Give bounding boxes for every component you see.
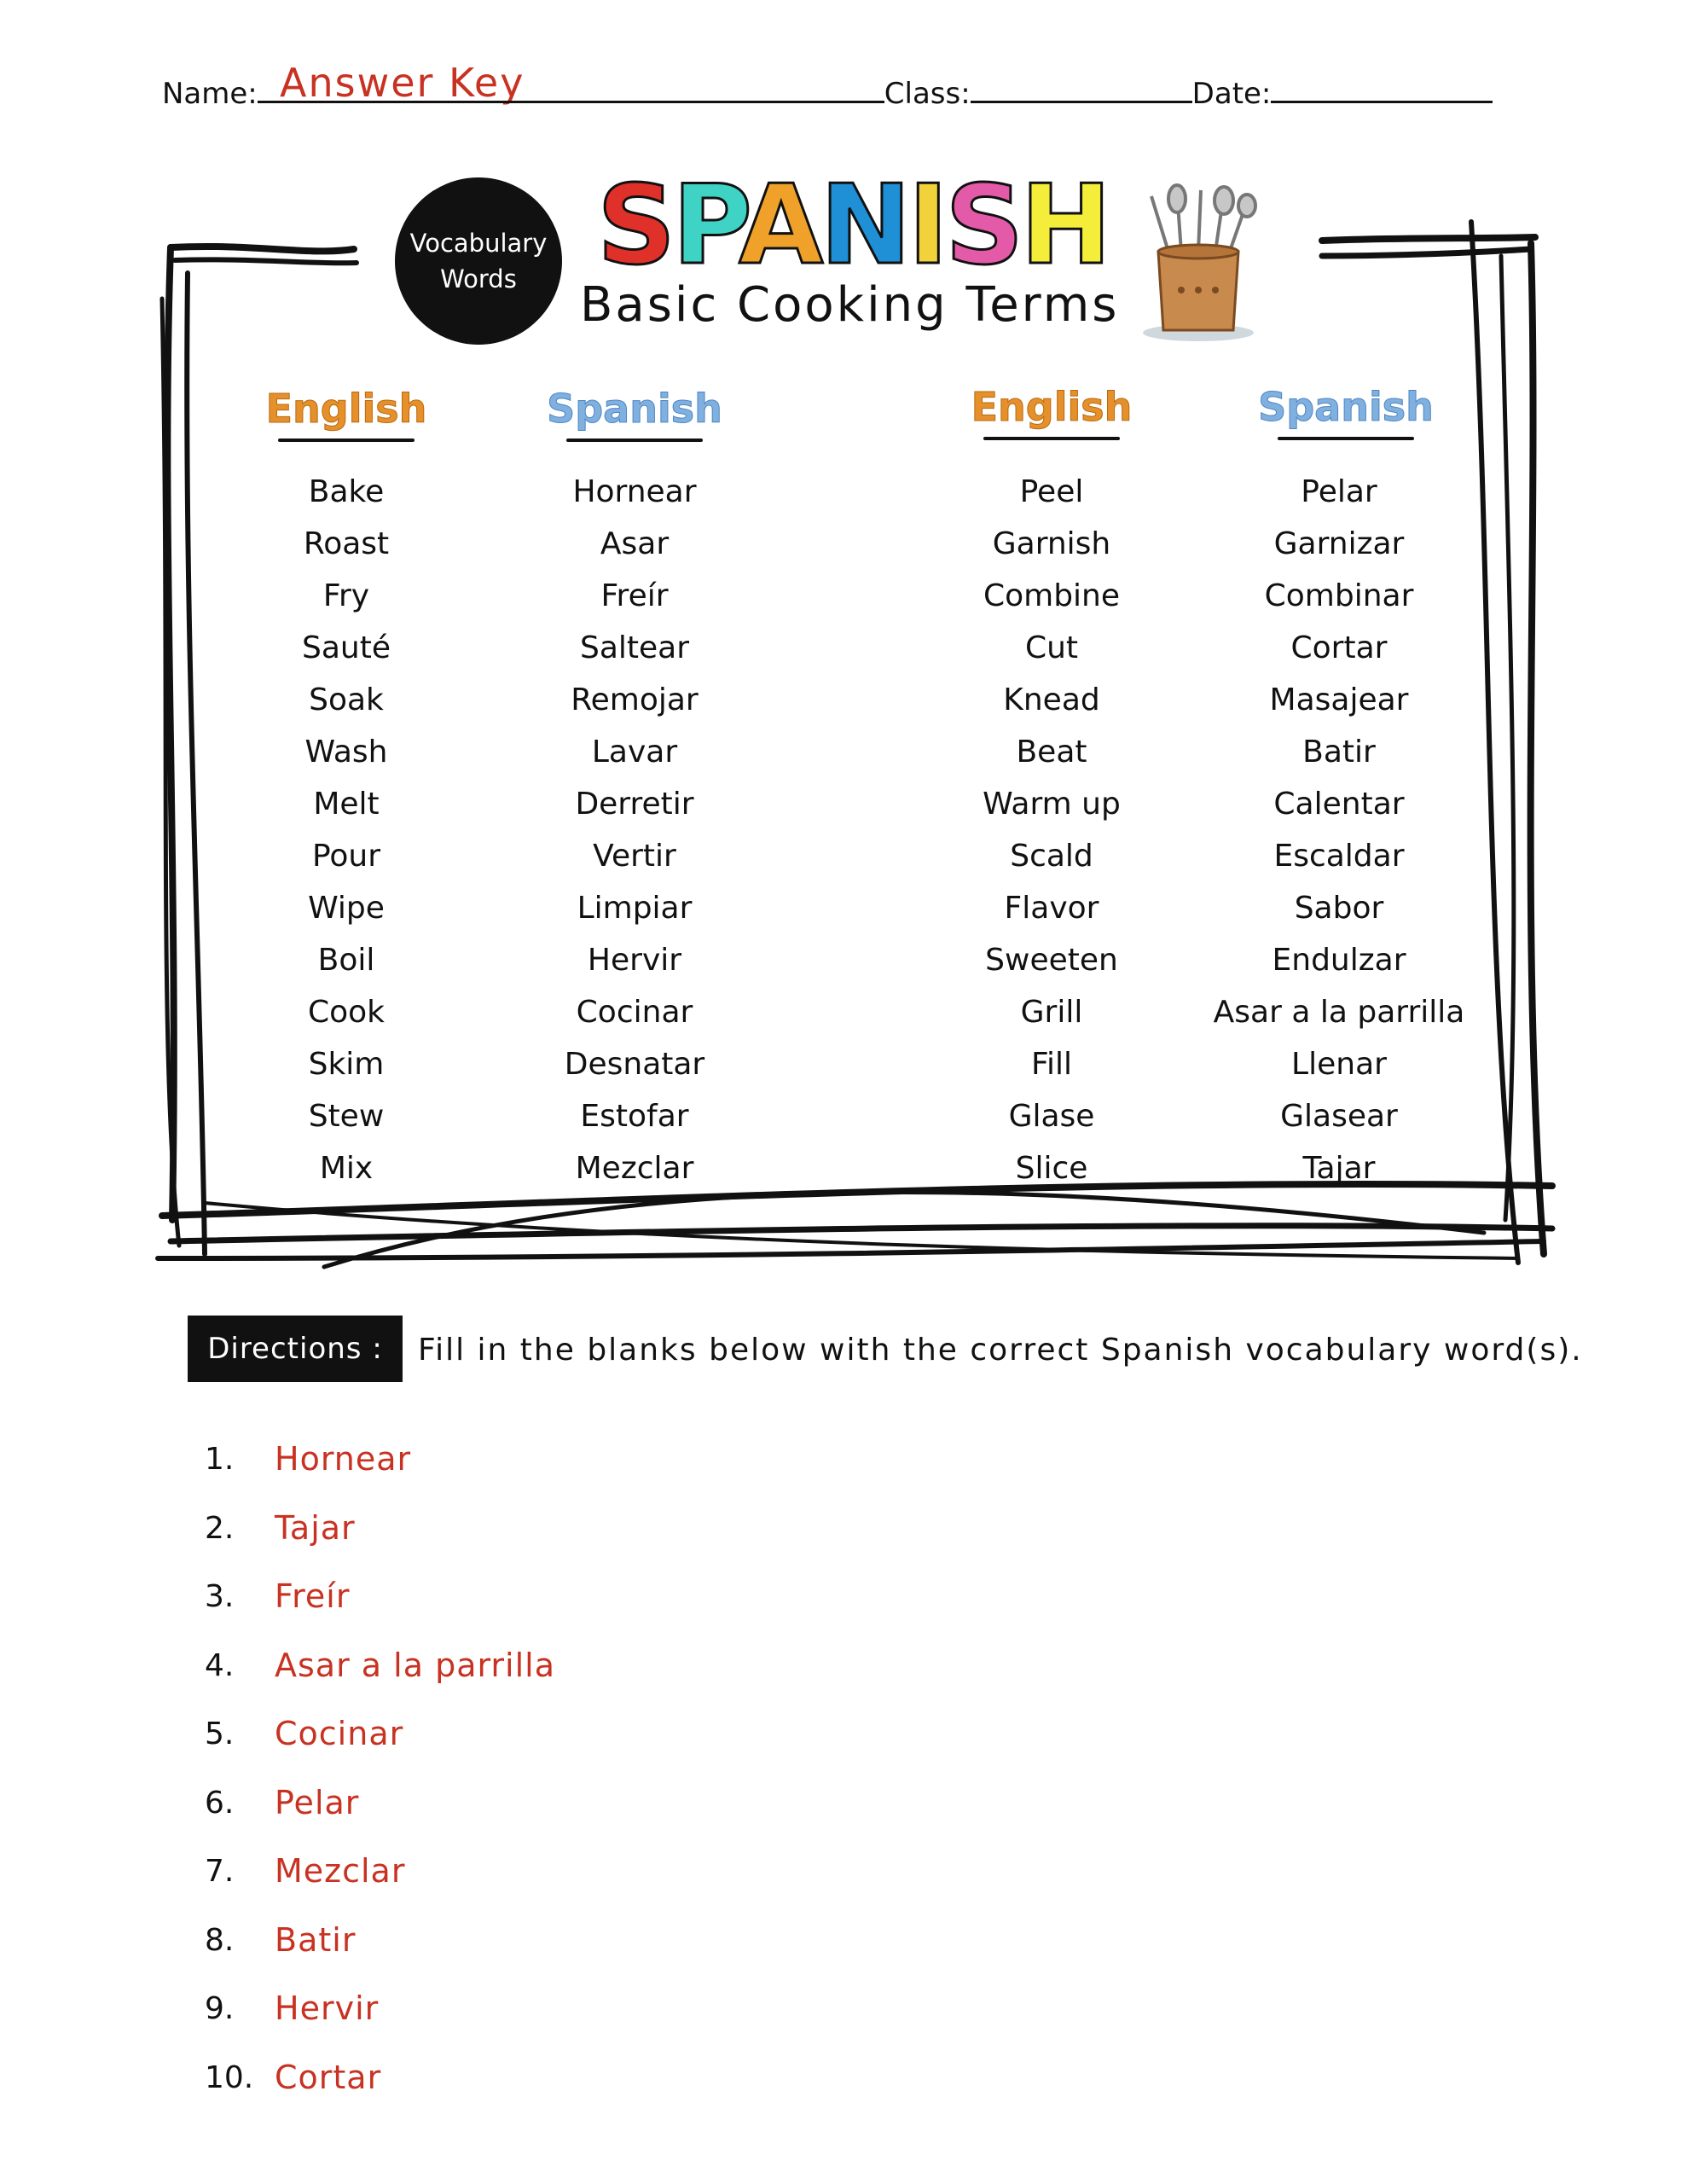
- vocab-word: Hornear: [572, 474, 697, 509]
- answer-text: Hervir: [275, 1989, 380, 2027]
- vocab-word: Mezclar: [575, 1151, 694, 1186]
- answer-number: 1.: [205, 1442, 235, 1477]
- answer-number: 7.: [205, 1854, 235, 1889]
- vocab-word: Boil: [317, 943, 375, 978]
- vocab-word: Endulzar: [1272, 943, 1406, 978]
- vocab-word: Escaldar: [1273, 839, 1405, 874]
- vocab-word: Combine: [983, 578, 1121, 613]
- spanish-header-right: Spanish: [1235, 384, 1457, 440]
- vocab-word: Peel: [1019, 474, 1084, 509]
- name-blank: [258, 75, 884, 103]
- answer-number: 5.: [205, 1716, 235, 1751]
- vocab-word: Remojar: [571, 682, 699, 717]
- directions-text: Fill in the blanks below with the correct Spanish vocabulary word(s).: [418, 1333, 1583, 1368]
- vocab-word: Flavor: [1004, 891, 1099, 926]
- vocab-word: Saltear: [579, 630, 690, 665]
- vocab-word: Mix: [319, 1151, 374, 1186]
- vocab-word: Pelar: [1301, 474, 1377, 509]
- vocab-word: Cortar: [1290, 630, 1388, 665]
- answer-text: Freír: [275, 1577, 351, 1615]
- vocab-word: Derretir: [575, 787, 694, 822]
- spanish-header-left: Spanish: [524, 386, 745, 442]
- vocab-word: Estofar: [580, 1099, 689, 1134]
- answer-text: Hornear: [275, 1440, 412, 1478]
- date-label: Date:: [1191, 77, 1272, 111]
- utensil-holder-icon: [1134, 183, 1262, 346]
- vocab-word: Cut: [1024, 630, 1079, 665]
- vocab-spanish-left: [481, 466, 788, 1194]
- vocabulary-words-badge: [395, 177, 562, 345]
- directions-label: Directions :: [188, 1316, 403, 1382]
- vocab-word: Llenar: [1291, 1047, 1387, 1082]
- title-letter: S: [597, 162, 673, 289]
- vocab-word: Sweeten: [985, 943, 1118, 978]
- class-label: Class:: [884, 77, 971, 111]
- vocab-english-left: [193, 466, 500, 1194]
- vocab-word: Garnizar: [1273, 526, 1405, 561]
- title-letter: S: [945, 162, 1021, 289]
- vocab-word: Asar: [600, 526, 670, 561]
- header-underline: [566, 439, 703, 442]
- title-letter: I: [907, 162, 946, 289]
- vocab-word: Warm up: [983, 787, 1121, 822]
- answer-text: Cortar: [275, 2058, 382, 2096]
- vocab-word: Garnish: [992, 526, 1111, 561]
- answer-number: 2.: [205, 1510, 235, 1546]
- vocab-word: Combinar: [1264, 578, 1414, 613]
- vocab-word: Sabor: [1294, 891, 1384, 926]
- vocab-word: Glasear: [1280, 1099, 1398, 1134]
- vocab-word: Knead: [1003, 682, 1100, 717]
- spanish-title: [597, 162, 1108, 289]
- vocab-word: Desnatar: [564, 1047, 705, 1082]
- vocab-word: Lavar: [591, 735, 678, 770]
- vocab-word: Calentar: [1273, 787, 1405, 822]
- vocab-word: Cook: [307, 995, 386, 1030]
- vocab-word: Roast: [303, 526, 390, 561]
- vocab-word: Melt: [313, 787, 380, 822]
- answer-text: Asar a la parrilla: [275, 1646, 556, 1684]
- title-letter: H: [1020, 162, 1109, 289]
- vocab-word: Hervir: [587, 943, 682, 978]
- badge-line1: Vocabulary: [409, 229, 548, 258]
- vocab-word: Soak: [309, 682, 384, 717]
- answer-text: Cocinar: [275, 1715, 404, 1752]
- title-letter: P: [672, 162, 739, 289]
- answer-number: 4.: [205, 1647, 235, 1683]
- subtitle: Basic Cooking Terms: [580, 277, 1120, 333]
- english-header-right: English: [941, 384, 1162, 440]
- header-underline: [1278, 437, 1414, 440]
- header-underline: [278, 439, 415, 442]
- vocab-english-right: [898, 466, 1205, 1194]
- vocab-word: Limpiar: [577, 891, 693, 926]
- answer-text: Batir: [275, 1920, 357, 1959]
- badge-line2: Words: [440, 264, 517, 293]
- date-blank: [1271, 75, 1493, 103]
- answer-text: Tajar: [275, 1508, 356, 1547]
- vocab-word: Tajar: [1302, 1151, 1376, 1186]
- answer-number: 9.: [205, 1991, 235, 2026]
- vocab-word: Slice: [1015, 1151, 1088, 1186]
- answer-number: 10.: [205, 2059, 254, 2095]
- vocab-word: Glase: [1008, 1099, 1095, 1134]
- answer-key-label: Answer Key: [280, 60, 525, 106]
- vocab-word: Cocinar: [576, 995, 693, 1030]
- vocab-word: Fry: [322, 578, 370, 613]
- vocab-word: Asar a la parrilla: [1213, 995, 1465, 1030]
- answer-number: 6.: [205, 1785, 235, 1821]
- vocab-word: Wipe: [308, 891, 385, 926]
- class-blank: [971, 75, 1192, 103]
- vocab-word: Vertir: [593, 839, 676, 874]
- vocab-word: Bake: [308, 474, 385, 509]
- header-fields: [162, 75, 1527, 126]
- vocab-word: Grill: [1020, 995, 1083, 1030]
- vocab-word: Wash: [304, 735, 388, 770]
- vocab-word: Pour: [311, 839, 381, 874]
- title-letter: N: [820, 162, 908, 289]
- english-header-left: English: [235, 386, 457, 442]
- vocab-word: Freír: [600, 578, 669, 613]
- vocab-word: Batir: [1302, 735, 1376, 770]
- answer-text: Mezclar: [275, 1852, 406, 1890]
- answer-number: 8.: [205, 1922, 235, 1958]
- vocab-spanish-right: [1186, 466, 1493, 1194]
- vocab-word: Scald: [1010, 839, 1093, 874]
- answer-text: Pelar: [275, 1783, 360, 1821]
- vocab-word: Masajear: [1269, 682, 1409, 717]
- header-underline: [983, 437, 1120, 440]
- answer-number: 3.: [205, 1579, 235, 1614]
- vocab-word: Stew: [308, 1099, 385, 1134]
- vocab-word: Sauté: [302, 630, 391, 665]
- vocab-word: Fill: [1030, 1047, 1073, 1082]
- title-letter: A: [739, 162, 820, 289]
- vocab-word: Beat: [1016, 735, 1087, 770]
- vocab-word: Skim: [308, 1047, 385, 1082]
- name-label: Name:: [162, 77, 258, 111]
